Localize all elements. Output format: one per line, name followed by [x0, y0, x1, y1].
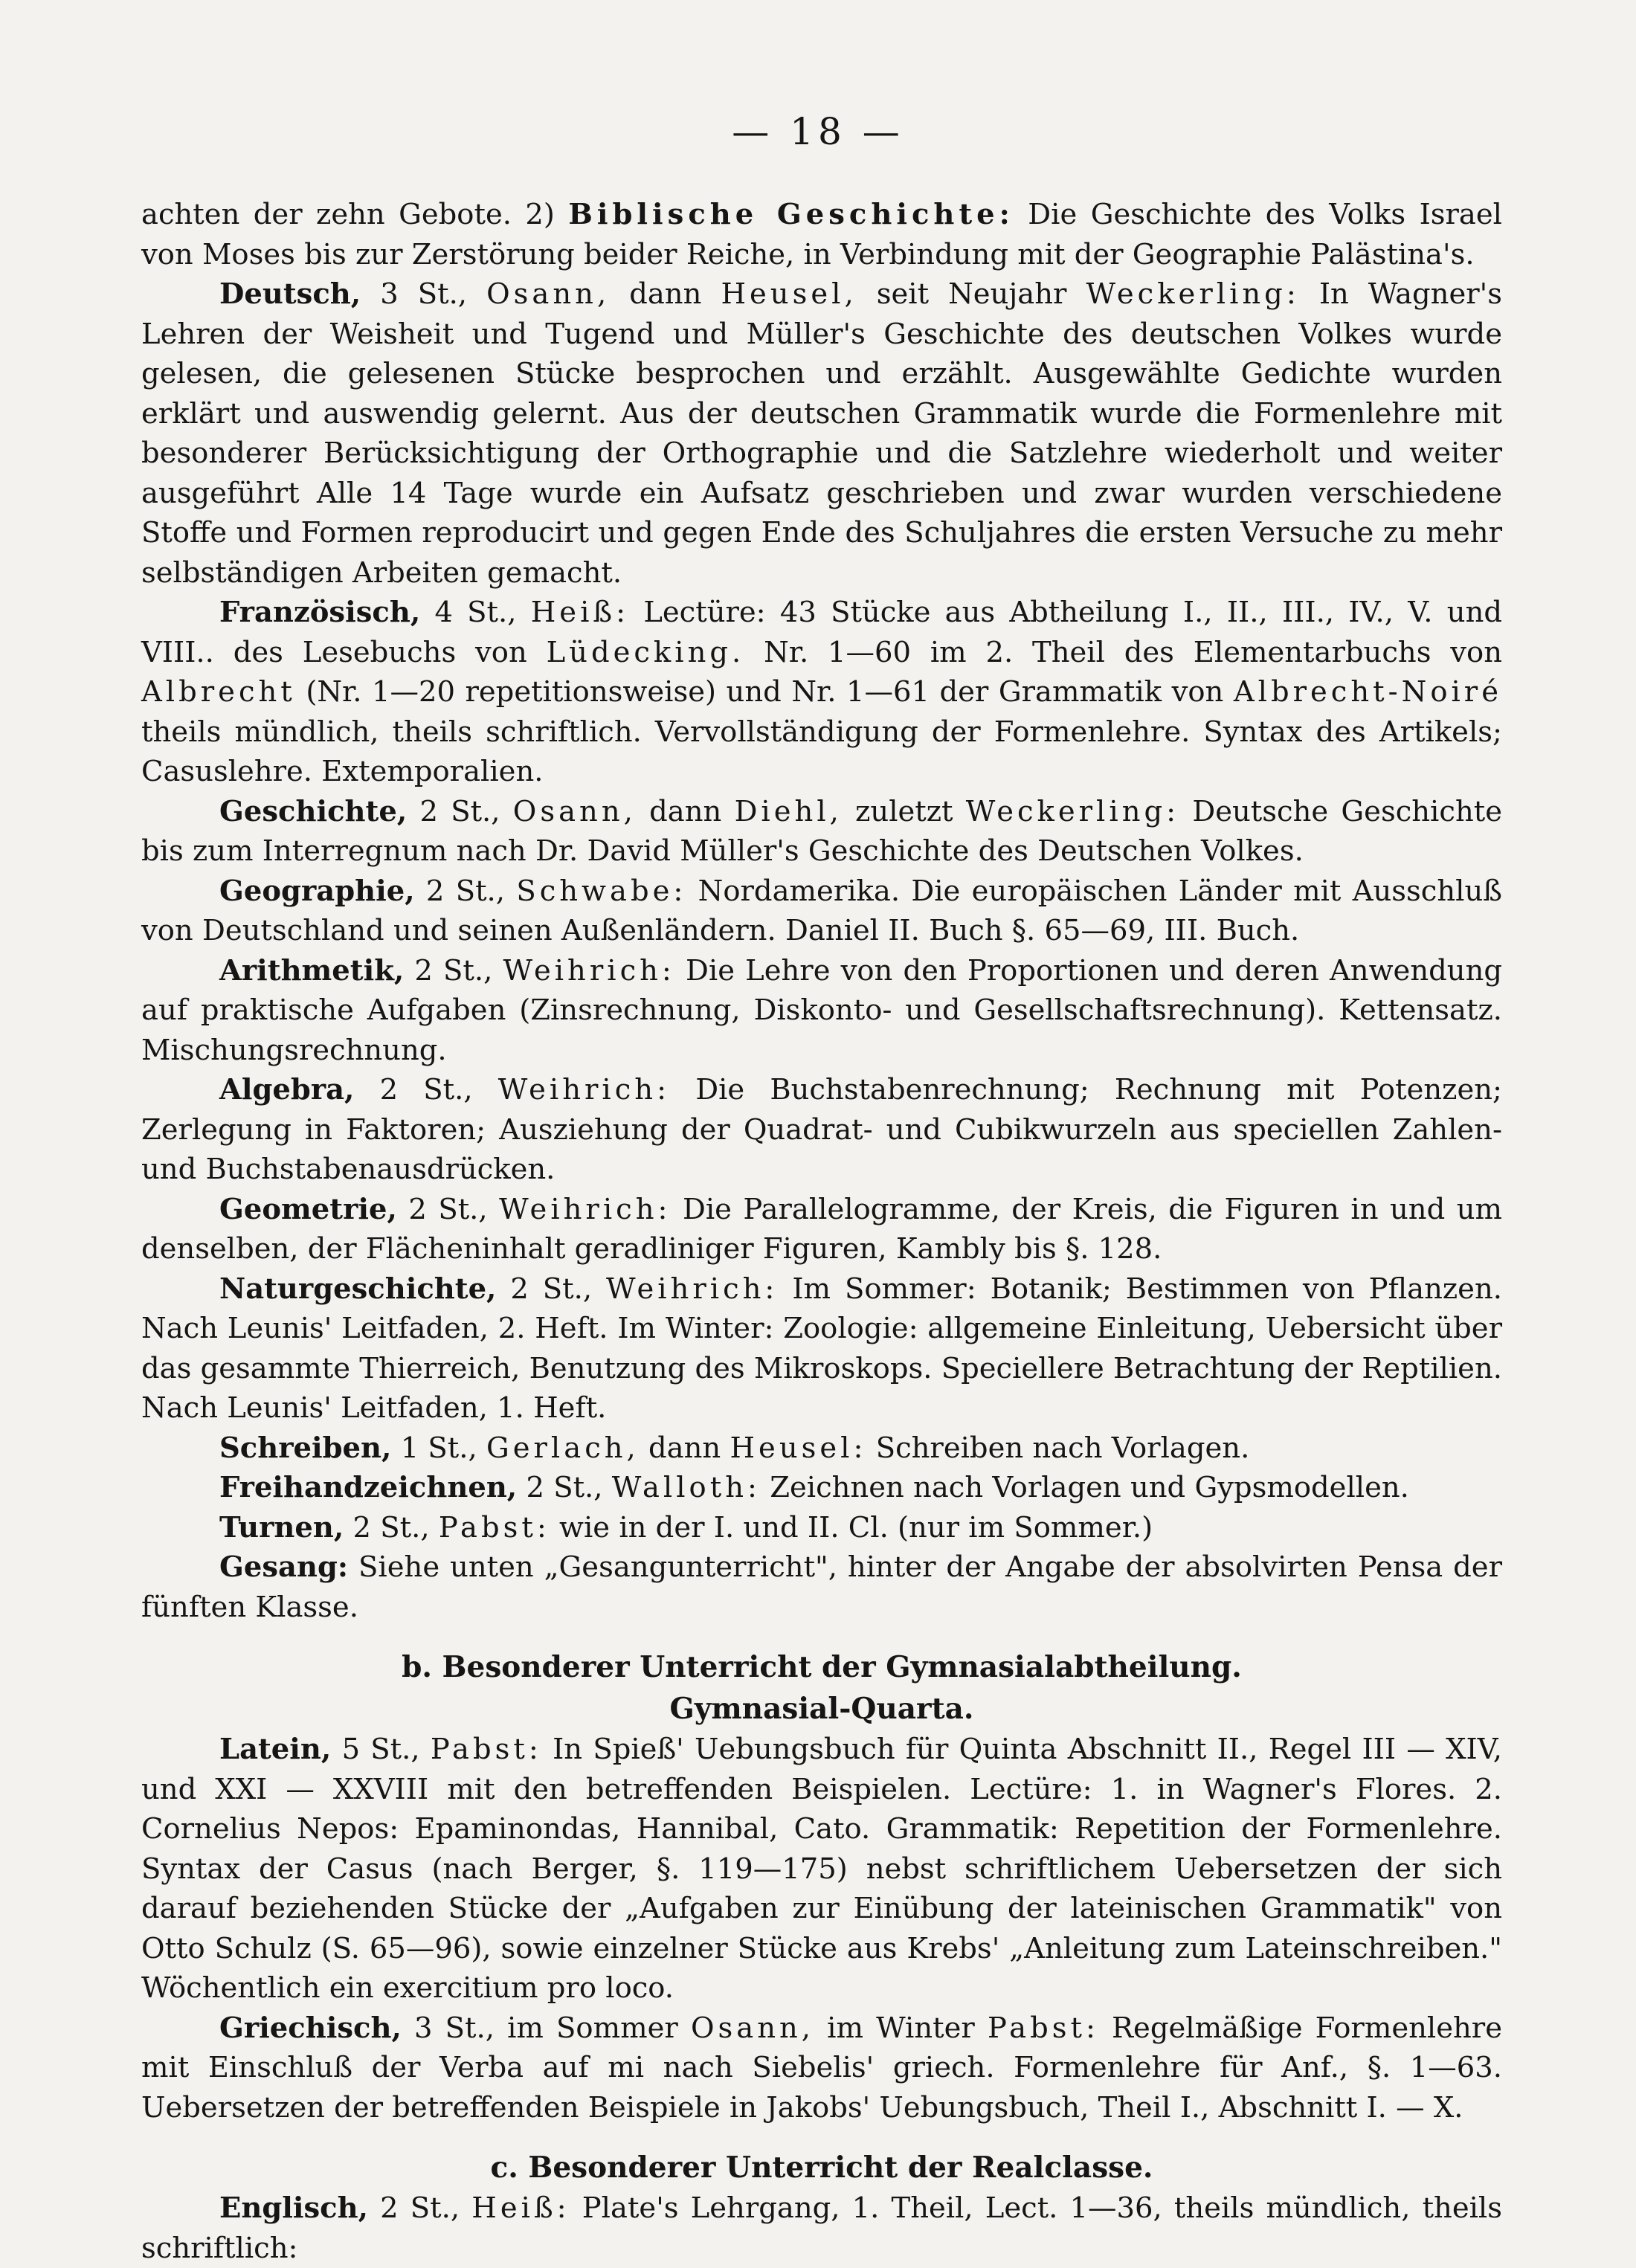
subheading-biblische-geschichte: Biblische Geschichte:: [568, 198, 1014, 231]
teacher-name: Osann,: [486, 277, 611, 311]
teacher-name: Heiß:: [471, 2191, 570, 2225]
subject-title: Deutsch,: [219, 277, 361, 311]
subject-title: Arithmetik,: [219, 953, 405, 988]
teacher-name: Pabst:: [430, 1733, 542, 1766]
teacher-name: Weckerling:: [1086, 277, 1300, 311]
paragraph-geometrie: Geometrie, 2 St., Weihrich: Die Parallelogramme, der Kreis, die Figuren in und um denselben, der Flächeninhalt geradliniger Figuren, Kambly bis §. 128.: [141, 1192, 1502, 1266]
paragraph-franzoesisch: Französisch, 4 St., Heiß: Lectüre: 43 Stücke aus Abtheilung I., II., III., IV., V. und VIII.. des Lesebuchs von Lüdecking. Nr. 1—60 im 2. Theil des Elementarbuchs von Albrecht (Nr. 1—20 repetitionsweise) und Nr. 1—61 der Grammatik von Albrecht-Noiré theils mündlich, theils schriftlich. Vervollständigung der Formenlehre. Syntax des Artikels; Casuslehre. Extemporalien.: [141, 596, 1503, 788]
subject-title: Turnen,: [219, 1510, 344, 1544]
author-name: Albrecht-Noiré: [1233, 675, 1502, 709]
paragraph-algebra: Algebra, 2 St., Weihrich: Die Buchstabenrechnung; Rechnung mit Potenzen; Zerlegung in Faktoren; Ausziehung der Quadrat- und Cubikwurzeln aus speciellen Zahlen- und Buchstabenausdrücken.: [141, 1073, 1503, 1186]
subject-title: Englisch,: [219, 2191, 369, 2225]
paragraph-naturgeschichte: Naturgeschichte, 2 St., Weihrich: Im Sommer: Botanik; Bestimmen von Pflanzen. Nach Leunis' Leitfaden, 2. Heft. Im Winter: Zoologie: allgemeine Einleitung, Uebersicht über das gesammte Thierreich, Benutzung des Mikroskops. Speciellere Betrachtung der Reptilien. Nach Leunis' Leitfaden, 1. Heft.: [141, 1272, 1502, 1425]
teacher-name: Schwabe:: [516, 874, 687, 908]
teacher-name: Gerlach,: [486, 1431, 640, 1465]
subject-title: Geographie,: [219, 874, 415, 908]
section-heading-gymnasialabtheilung: b. Besonderer Unterricht der Gymnasialabtheilung.: [402, 1650, 1242, 1684]
teacher-name: Heiß:: [530, 596, 630, 629]
teacher-name: Diehl,: [734, 794, 843, 828]
subject-title: Geschichte,: [219, 794, 408, 828]
page-number: — 18 —: [732, 110, 904, 153]
subject-title: Geometrie,: [219, 1192, 397, 1226]
section-heading-realclasse: c. Besonderer Unterricht der Realclasse.: [490, 2151, 1153, 2185]
paragraph-deutsch: Deutsch, 3 St., Osann, dann Heusel, seit Neujahr Weckerling: In Wagner's Lehren der Weisheit und Tugend und Müller's Geschichte des deutschen Volkes wurde gelesen, die gelesenen Stücke besprochen und erzählt. Ausgewählte Gedichte wurden erklärt und auswendig gelernt. Aus der deutschen Grammatik wurde die Formenlehre mit besonderer Berücksichtigung der Orthographie und die Satzlehre wiederholt und weiter ausgeführt Alle 14 Tage wurde ein Aufsatz geschrieben und zwar wurden verschiedene Stoffe und Formen reproducirt und gegen Ende des Schuljahres die ersten Versuche zu mehr selbständigen Arbeiten gemacht.: [141, 277, 1503, 590]
class-heading-gymnasial-quarta: Gymnasial-Quarta.: [669, 1692, 974, 1726]
teacher-name: Weckerling:: [965, 794, 1180, 828]
teacher-name: Osann,: [512, 794, 637, 828]
paragraph-freihandzeichnen: Freihandzeichnen, 2 St., Walloth: Zeichnen nach Vorlagen und Gypsmodellen.: [219, 1471, 1409, 1504]
subject-title: Französisch,: [219, 596, 421, 629]
teacher-name: Pabst:: [438, 1510, 550, 1544]
paragraph-schreiben: Schreiben, 1 St., Gerlach, dann Heusel: Schreiben nach Vorlagen.: [219, 1431, 1250, 1465]
paragraph-gesang: Gesang: Siehe unten „Gesangunterricht", hinter der Angabe der absolvirten Pensa der fünften Klasse.: [141, 1550, 1502, 1624]
author-name: Lüdecking.: [546, 635, 745, 669]
paragraph-arithmetik: Arithmetik, 2 St., Weihrich: Die Lehre von den Proportionen und deren Anwendung auf praktische Aufgaben (Zinsrechnung, Diskonto- und Gesellschaftsrechnung). Kettensatz. Mischungsrechnung.: [141, 953, 1503, 1067]
teacher-name: Weihrich:: [497, 1073, 671, 1106]
teacher-name: Weihrich:: [606, 1272, 779, 1306]
teacher-name: Heusel,: [721, 277, 857, 311]
subject-title: Latein,: [219, 1733, 332, 1766]
teacher-name: Weihrich:: [499, 1192, 672, 1226]
page-body: [141, 195, 1502, 2268]
subject-title: Naturgeschichte,: [219, 1272, 497, 1306]
teacher-name: Weihrich:: [503, 953, 675, 988]
paragraph-religion-continued: achten der zehn Gebote. 2) Biblische Geschichte: Die Geschichte des Volks Israel von Moses bis zur Zerstörung beider Reiche, in Verbindung mit der Geographie Palästina's.: [141, 198, 1502, 271]
subject-title: Gesang:: [219, 1550, 349, 1584]
teacher-name: Heusel:: [730, 1431, 867, 1465]
paragraph-geographie: Geographie, 2 St., Schwabe: Nordamerika. Die europäischen Länder mit Ausschluß von Deutschland und seinen Außenländern. Daniel II. Buch §. 65—69, III. Buch.: [141, 874, 1502, 947]
teacher-name: Pabst:: [987, 2011, 1099, 2045]
paragraph-griechisch: Griechisch, 3 St., im Sommer Osann, im Winter Pabst: Regelmäßige Formenlehre mit Einschluß der Verba auf mi nach Siebelis' griech. Formenlehre für Anf., §. 1—63. Uebersetzen der betreffenden Beispiele in Jakobs' Uebungsbuch, Theil I., Abschnitt I. — X.: [141, 2011, 1502, 2124]
teacher-name: Walloth:: [611, 1471, 761, 1504]
subject-title: Algebra,: [219, 1073, 355, 1106]
paragraph-englisch: Englisch, 2 St., Heiß: Plate's Lehrgang, 1. Theil, Lect. 1—36, theils mündlich, theils schriftlich:: [141, 2191, 1503, 2265]
subject-title: Freihandzeichnen,: [219, 1471, 518, 1504]
paragraph-latein: Latein, 5 St., Pabst: In Spieß' Uebungsbuch für Quinta Abschnitt II., Regel III — XIV, und XXI — XXVIII mit den betreffenden Beispielen. Lectüre: 1. in Wagner's Flores. 2. Cornelius Nepos: Epaminondas, Hannibal, Cato. Grammatik: Repetition der Formenlehre. Syntax der Casus (nach Berger, §. 119—175) nebst schriftlichem Uebersetzen der sich darauf beziehenden Stücke der „Aufgaben zur Einübung der lateinischen Grammatik" von Otto Schulz (S. 65—96), sowie einzelner Stücke aus Krebs' „Anleitung zum Lateinschreiben." Wöchentlich ein exercitium pro loco.: [141, 1733, 1502, 2005]
subject-title: Griechisch,: [219, 2011, 402, 2045]
subject-title: Schreiben,: [219, 1431, 392, 1465]
paragraph-geschichte: Geschichte, 2 St., Osann, dann Diehl, zuletzt Weckerling: Deutsche Geschichte bis zum Interregnum nach Dr. David Müller's Geschichte des Deutschen Volkes.: [141, 794, 1502, 868]
paragraph-turnen: Turnen, 2 St., Pabst: wie in der I. und II. Cl. (nur im Sommer.): [219, 1510, 1153, 1544]
author-name: Albrecht: [141, 675, 296, 709]
teacher-name: Osann,: [690, 2011, 815, 2045]
